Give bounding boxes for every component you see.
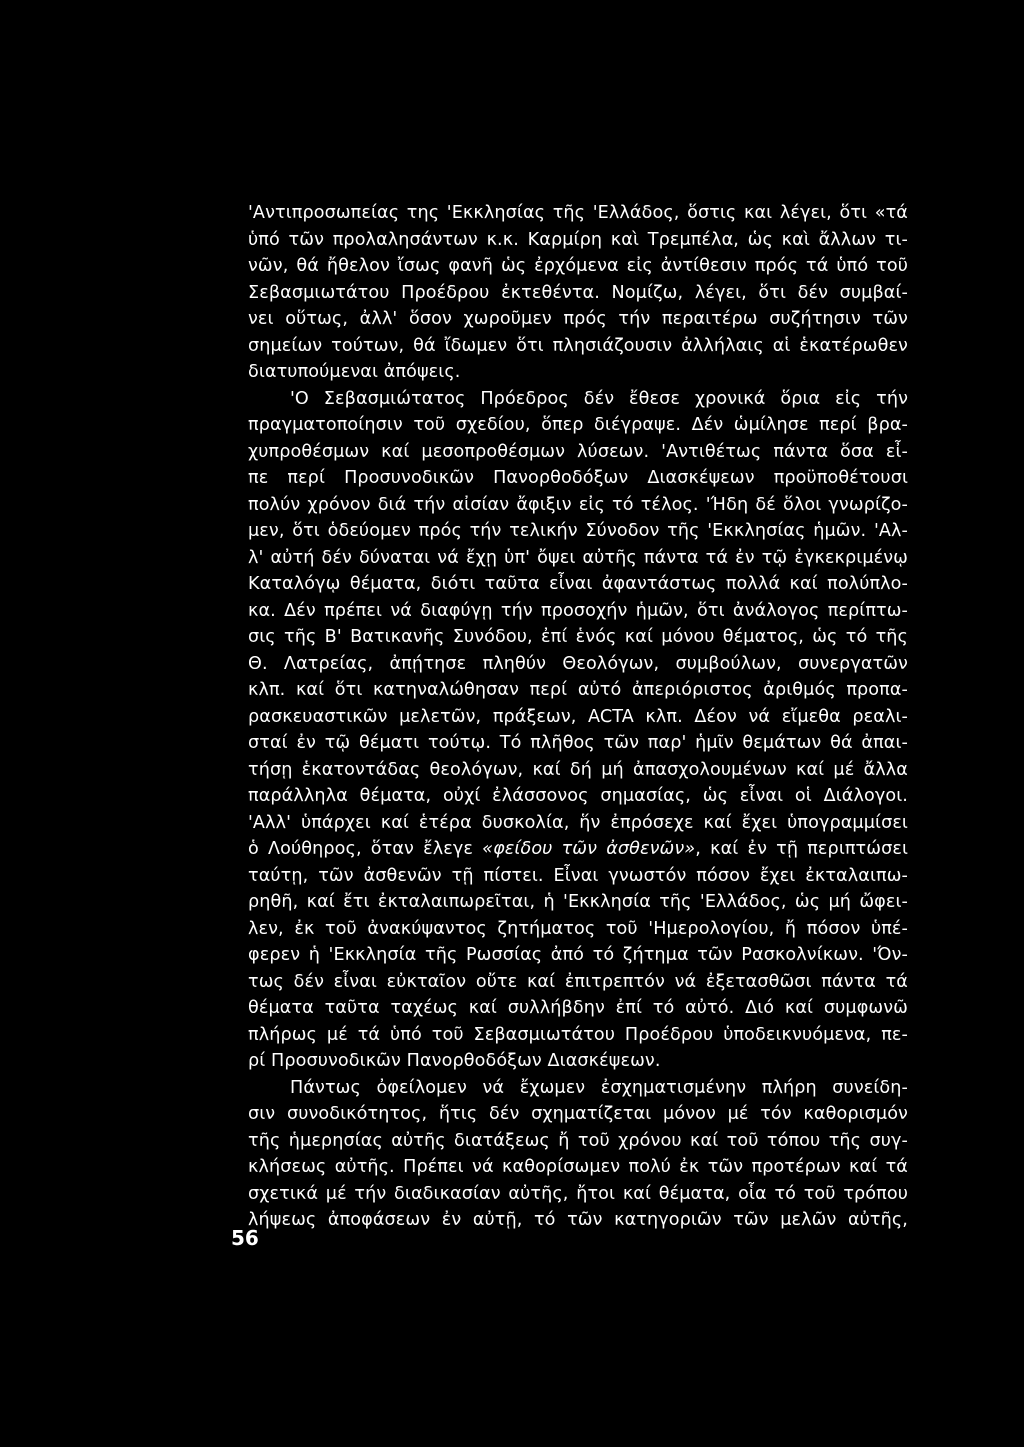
text-line: ταύτῃ, τῶν ἀσθενῶν τῇ πίστει. Εἶναι γνωστόν πόσον ἔχει ἐκταλαιπω- [248,865,908,886]
text-line: λ' αὐτή δέν δύναται νά ἔχῃ ὑπ' ὄψει αὐτῆς πάντα τά ἐν τῷ ἐγκεκριμένῳ [248,547,908,568]
page-body-text [248,200,908,1234]
text-line: χυπροθέσμων καί μεσοπροθέσμων λύσεων. 'Αντιθέτως πάντα ὅσα εἶ- [248,441,908,462]
page-number: 56 [231,1226,259,1250]
text-line: σημείων τούτων, θά ἴδωμεν ὅτι πλησιάζουσιν ἀλλήλαις αἱ ἑκατέρωθεν [248,335,908,356]
text-line: ὁ Λούθηρος, ὅταν ἔλεγε «φείδου τῶν ἀσθενῶν», καί ἐν τῇ περιπτώσει [248,839,908,859]
text-line: πραγματοποίησιν τοῦ σχεδίου, ὅπερ διέγραψε. Δέν ὡμίλησε περί βρα- [248,415,908,435]
quotation-italic: «φείδου τῶν ἀσθενῶν» [482,839,696,859]
text-line: Πάντως ὀφείλομεν νά ἔχωμεν ἐσχηματισμένην πλήρη συνείδη- [290,1077,908,1098]
text-line: πολύν χρόνον διά τήν αἰσίαν ἄφιξιν εἰς τό τέλος. 'Ήδη δέ ὅλοι γνωρίζο- [248,494,908,515]
text-line: σχετικά μέ τήν διαδικασίαν αὐτῆς, ἤτοι καί θέματα, οἷα τό τοῦ τρόπου [248,1183,908,1204]
text-line: κλήσεως αὐτῆς. Πρέπει νά καθορίσωμεν πολύ ἐκ τῶν προτέρων καί τά [248,1157,908,1177]
text-line: τως δέν εἶναι εὐκταῖον οὔτε καί ἐπιτρεπτόν νά ἐξετασθῶσι πάντα τά [248,971,908,992]
text-line: πλήρως μέ τά ὑπό τοῦ Σεβασμιωτάτου Προέδρου ὑποδεικνυόμενα, πε- [248,1024,908,1045]
text-line: λεν, ἐκ τοῦ ἀνακύψαντος ζητήματος τοῦ 'Ημερολογίου, ἤ πόσον ὑπέ- [248,918,908,939]
text-line: 'Αλλ' ὑπάρχει καί ἑτέρα δυσκολία, ἥν ἐπρόσεχε καί ἔχει ὑπογραμμίσει [248,812,908,833]
text-line: Καταλόγῳ θέματα, διότι ταῦτα εἶναι ἀφαντάστως πολλά καί πολύπλο- [248,574,908,594]
text-line: διατυπούμεναι ἀπόψεις. [248,362,461,382]
text-line: φερεν ἡ 'Εκκλησία τῆς Ρωσσίας ἀπό τό ζήτημα τῶν Ρασκολνίκων. 'Όν- [248,945,908,965]
text-line: νει οὕτως, ἀλλ' ὅσον χωροῦμεν πρός τήν περαιτέρω συζήτησιν τῶν [248,309,908,329]
text-line: 'Αντιπροσωπείας της 'Εκκλησίας τῆς 'Ελλάδος, ὅστις και λέγει, ὅτι «τά [248,203,908,223]
text-line: παράλληλα θέματα, οὐχί ἐλάσσονος σημασίας, ὡς εἶναι οἱ Διάλογοι. [248,786,908,806]
text-line: λήψεως ἀποφάσεων ἐν αὐτῇ, τό τῶν κατηγοριῶν τῶν μελῶν αὐτῆς, [248,1210,908,1230]
text-line: κα. Δέν πρέπει νά διαφύγῃ τήν προσοχήν ἡμῶν, ὅτι ἀνάλογος περίπτω- [248,600,908,621]
text-line: νῶν, θά ἤθελον ἴσως φανῆ ὡς ἐρχόμενα εἰς ἀντίθεσιν πρός τά ὑπό τοῦ [248,256,908,276]
text-line: πε περί Προσυνοδικῶν Πανορθοδόξων Διασκέψεων προϋποθέτουσι [248,468,908,488]
text-line: μεν, ὅτι ὁδεύομεν πρός τήν τελικήν Σύνοδον τῆς 'Εκκλησίας ἡμῶν. 'Αλ- [248,521,908,541]
text-line: ρασκευαστικῶν μελετῶν, πράξεων, ACTA κλπ. Δέον νά εἴμεθα ρεαλι- [248,706,908,727]
text-line: ρί Προσυνοδικῶν Πανορθοδόξων Διασκέψεων. [248,1051,661,1071]
text-line: Σεβασμιωτάτου Προέδρου ἐκτεθέντα. Νομίζω, λέγει, ὅτι δέν συμβαί- [248,282,908,303]
text-line: τήσῃ ἑκατοντάδας θεολόγων, καί δή μή ἀπασχολουμένων καί μέ ἄλλα [248,759,908,780]
text-line: ὑπό τῶν προλαλησάντων κ.κ. Καρμίρη καὶ Τρεμπέλα, ὡς καὶ ἄλλων τι- [248,229,908,250]
text-line: σταί ἐν τῷ θέματι τούτῳ. Τό πλῆθος τῶν παρ' ἡμῖν θεμάτων θά ἀπαι- [248,733,908,753]
text-line: σιν συνοδικότητος, ἥτις δέν σχηματίζεται μόνον μέ τόν καθορισμόν [248,1104,908,1124]
text-line: ρηθῆ, καί ἔτι ἐκταλαιπωρεῖται, ἡ 'Εκκλησία τῆς 'Ελλάδος, ὡς μή ὤφει- [248,892,908,912]
text-line: κλπ. καί ὅτι κατηναλώθησαν περί αὐτό ἀπεριόριστος ἀριθμός προπα- [248,680,908,700]
text-line: Θ. Λατρείας, ἀπῄτησε πληθύν Θεολόγων, συμβούλων, συνεργατῶν [248,653,908,674]
text-line: σις τῆς Β' Βατικανῆς Συνόδου, ἐπί ἑνός καί μόνου θέματος, ὡς τό τῆς [248,627,908,647]
text-line: τῆς ἡμερησίας αὐτῆς διατάξεως ἤ τοῦ χρόνου καί τοῦ τόπου τῆς συγ- [248,1130,908,1151]
text-line: 'Ο Σεβασμιώτατος Πρόεδρος δέν ἔθεσε χρονικά ὅρια εἰς τήν [290,388,908,409]
text-line: θέματα ταῦτα ταχέως καί συλλήβδην ἐπί τό αὐτό. Διό καί συμφωνῶ [248,998,908,1018]
